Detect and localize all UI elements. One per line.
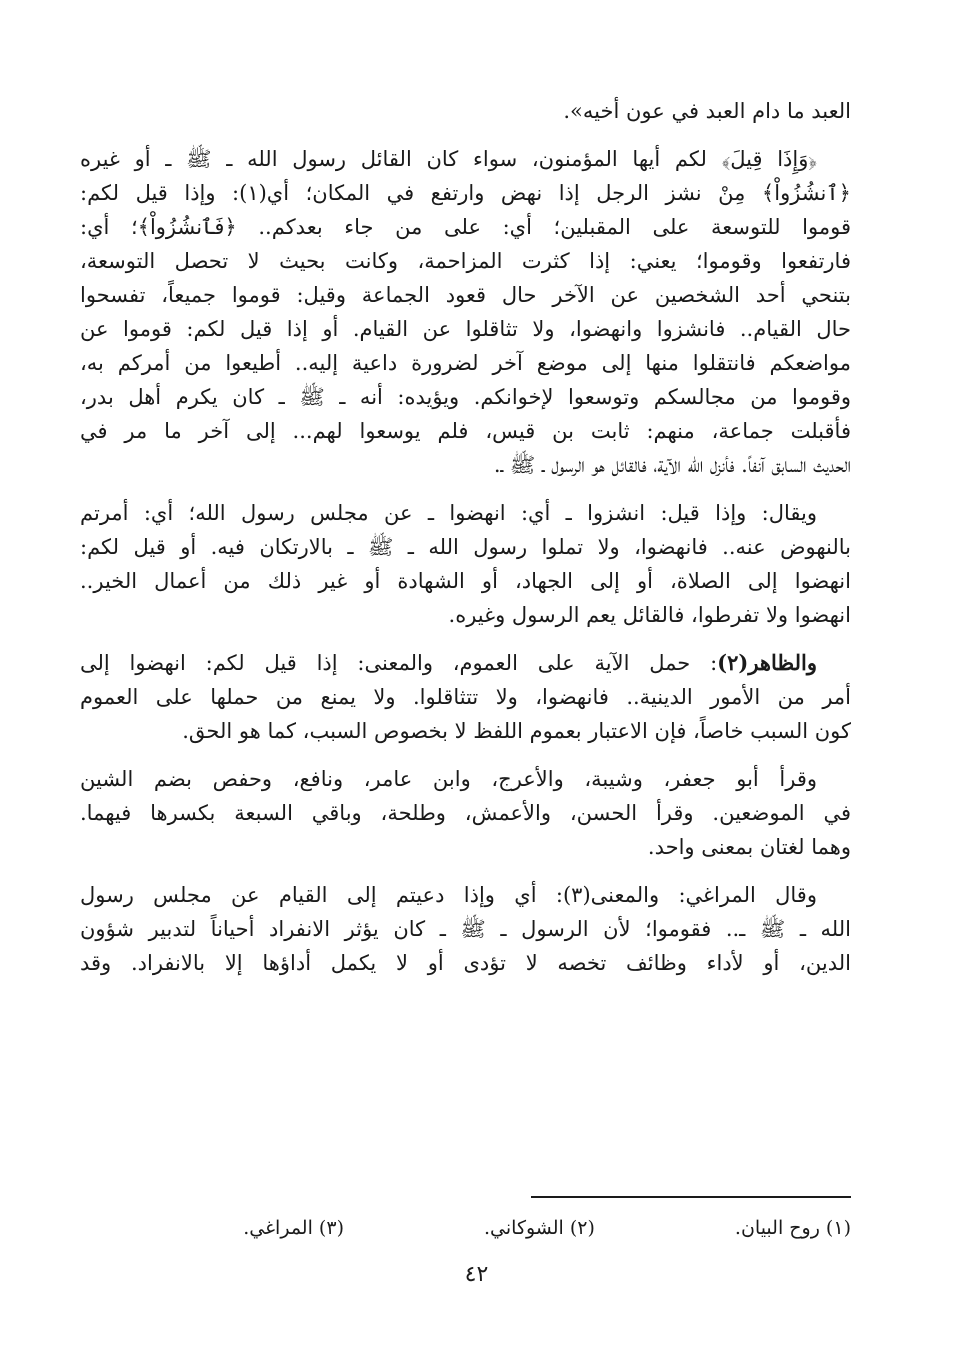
paragraph-5 [80, 762, 851, 864]
footnote-2: (٢) الشوكاني. [483, 1217, 595, 1239]
text-line: وقرأ أبو جعفر، وشيبة، والأعرج، وابن عامر، ونافع، وحفص بضم الشين [80, 767, 817, 791]
paragraph-6 [80, 878, 851, 980]
text-line: وقوموا من مجالسكم وتوسعوا لإخوانكم. ويؤيده: أنه ـ ﷺ ـ كان يكرم أهل بدر، [80, 385, 851, 409]
text-line: وهما لغتان بمعنى واحد. [647, 835, 851, 859]
footnotes [80, 1196, 851, 1242]
text-line: انهضوا ولا تفرطوا، فالقائل يعم الرسول وغيره. [448, 603, 851, 627]
paragraph-1 [80, 94, 851, 128]
paragraph-3 [80, 496, 851, 632]
footnote-1: (١) روح البيان. [734, 1217, 851, 1239]
text-line-rest: : حمل الآية على العموم، والمعنى: إذا قيل لكم: انهضوا إلى [80, 651, 718, 675]
text-line: أمر من الأمور الدينية.. فانهضوا، ولا تتثاقلوا. ولا يمنع من حملها على العموم [80, 685, 851, 709]
text-line: انهضوا إلى الصلاة، أو إلى الجهاد، أو الشهادة أو غير ذلك من أعمال الخير.. [80, 569, 851, 593]
text-line: وقال المراغي: والمعنى(٣): أي وإذا دعيتم إلى القيام عن مجلس رسول [80, 883, 817, 907]
footnote-divider [531, 1196, 851, 1198]
text-line: حال القيام.. فانشزوا وانهضوا، ولا تثاقلوا عن القيام. أو إذا قيل لكم: قوموا عن [80, 317, 851, 341]
paragraph-2 [80, 142, 851, 482]
text-line: الله ـ ﷺ ـ.. فقوموا؛ لأن الرسول ـ ﷺ ـ كان يؤثر الانفراد أحياناً لتدبير شؤون [80, 917, 851, 941]
text-line: كون السبب خاصاً، فإن الاعتبار بعموم اللفظ لا بخصوص السبب، كما هو الحق. [182, 719, 851, 743]
text-line: بالنهوض عنه.. فانهضوا، ولا تملوا رسول الله ـ ﷺ ـ بالارتكان فيه. أو قيل لكم: [80, 535, 851, 559]
text-line: العبد ما دام العبد في عون أخيه». [563, 99, 851, 123]
text-line: ويقال: وإذا قيل: انشزوا ـ أي: انهضوا ـ عن مجلس رسول الله؛ أي: أمرتم [80, 501, 817, 525]
page-number: ٤٢ [464, 1262, 489, 1287]
paragraph-4 [80, 646, 851, 748]
text-line: فأقبلت جماعة، منهم: ثابت بن قيس، فلم يوسعوا لهم... إلى آخر ما مر في [80, 419, 851, 443]
lead-term: والظاهر(٢) [717, 650, 817, 675]
footnote-row [80, 1214, 851, 1242]
text-line: فارتفعوا وقوموا؛ يعني: إذا كثرت المزاحمة، وكانت بحيث لا تحصل التوسعة، [80, 249, 851, 273]
text-line: ﴿ٱنشُزُواْ﴾ مِنْ نشز الرجل إذا نهض وارتفع في المكان؛ أي(١): وإذا قيل لكم: [80, 181, 851, 205]
text-line: مواضعكم فانتقلوا منها إلى موضع آخر لضرورة داعية إليه.. أطيعوا من أمركم به، [80, 351, 851, 375]
text-line: ﴿وَإِذَا قِيلَ﴾ لكم أيها المؤمنون، سواء كان القائل رسول الله ـ ﷺ ـ أو غيره [80, 147, 817, 171]
text-line: في الموضعين. وقرأ الحسن، والأعمش، وطلحة، وباقي السبعة بكسرها فيهما. [80, 801, 851, 825]
text-line: الدين، أو لأداء وظائف تخصه لا تؤدى أو لا يكمل أداؤها إلا بالانفراد. وقد [80, 951, 851, 975]
text-line: الحديث السابق آنفاً. فأنزل الله الآية، فالقائل هو الرسول ـ ﷺ ـ. [493, 453, 851, 477]
text-line: بتنحي أحد الشخصين عن الآخر حال قعود الجماعة وقيل: قوموا جميعاً، تفسحوا [80, 283, 851, 307]
text-line [80, 646, 851, 680]
footnote-3: (٣) المراغي. [243, 1217, 344, 1239]
text-line: قوموا للتوسعة على المقبلين؛ أي: على من جاء بعدكم.. ﴿فَٱنشُزُواْ﴾؛ أي: [80, 215, 851, 239]
